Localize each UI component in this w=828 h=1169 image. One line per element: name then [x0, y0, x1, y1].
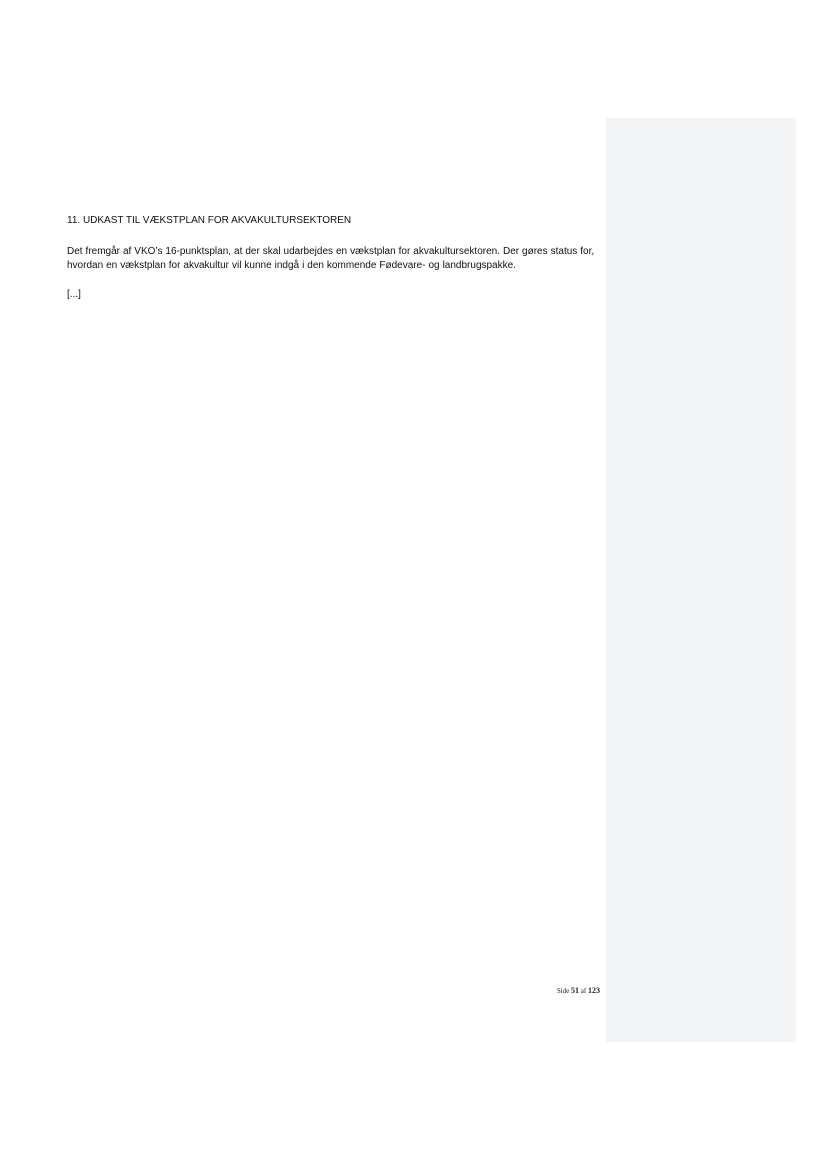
omission-marker: [...]: [67, 289, 81, 300]
section-heading: 11. UDKAST TIL VÆKSTPLAN FOR AKVAKULTURSEKTOREN: [67, 215, 352, 226]
section-paragraph: Det fremgår af VKO’s 16-punktsplan, at der skal udarbejdes en vækstplan for akvakultursektoren. Der gøres status for, hvordan en vækstplan for akvakultur vil kunne indgå i den kommende Fødevare- og landbrugspakke.: [67, 246, 595, 271]
margin-panel: [606, 118, 796, 1042]
footer-prefix: Side: [556, 987, 570, 995]
footer-page-number: 51: [571, 986, 580, 995]
page-footer: [530, 986, 600, 995]
footer-total-pages: 123: [588, 986, 600, 995]
footer-separator: af: [580, 987, 587, 995]
document-content: [67, 214, 599, 301]
